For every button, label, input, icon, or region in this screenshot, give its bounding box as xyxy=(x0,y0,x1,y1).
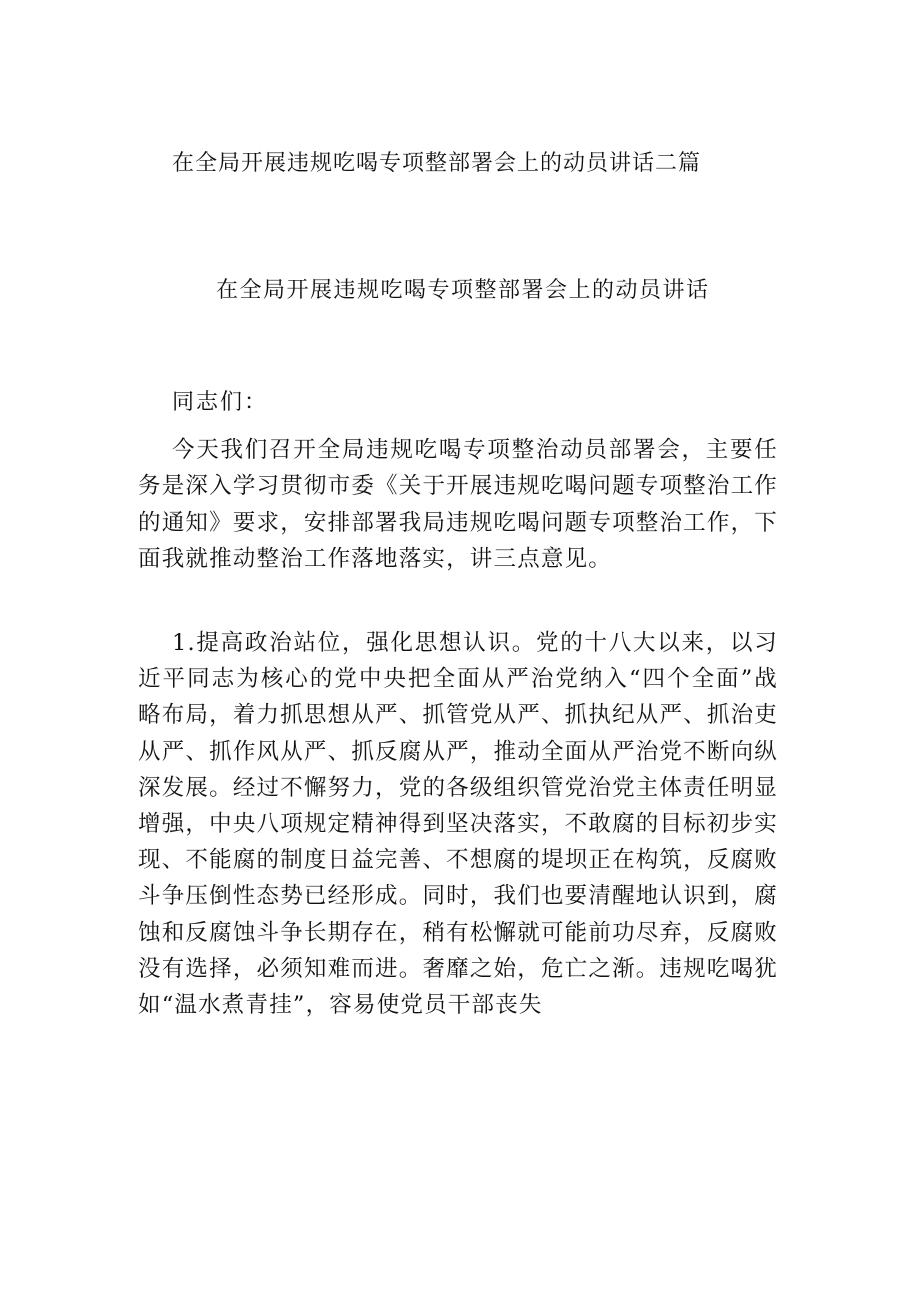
document-title: 在全局开展违规吃喝专项整部署会上的动员讲话二篇 xyxy=(172,151,702,176)
salutation: 同志们： xyxy=(172,390,269,415)
paragraph-point-1: 1.提高政治站位，强化思想认识。党的十八大以来，以习近平同志为核心的党中央把全面从严治党纳入“四个全面”战略布局，着力抓思想从严、抓管党从严、抓执纪从严、抓治吏从严、抓作风从严、抓反腐从严，推动全面从严治党不断向纵深发展。经过不懈努力，党的各级组织管党治党主体责任明显增强，中央八项规定精神得到坚决落实，不敢腐的目标初步实现、不能腐的制度日益完善、不想腐的堤坝正在构筑，反腐败斗争压倒性态势已经形成。同时，我们也要清醒地认识到，腐蚀和反腐蚀斗争长期存在，稍有松懈就可能前功尽弃，反腐败没有选择，必须知难而进。奢靡之始，危亡之渐。违规吃喝犹如“温水煮青挂”，容易使党员干部丧失 xyxy=(138,630,778,1019)
speech-title: 在全局开展违规吃喝专项整部署会上的动员讲话 xyxy=(216,278,710,303)
paragraph-intro: 今天我们召开全局违规吃喝专项整治动员部署会，主要任务是深入学习贯彻市委《关于开展违规吃喝问题专项整治工作的通知》要求，安排部署我局违规吃喝问题专项整治工作，下面我就推动整治工作落地落实，讲三点意见。 xyxy=(138,437,778,572)
